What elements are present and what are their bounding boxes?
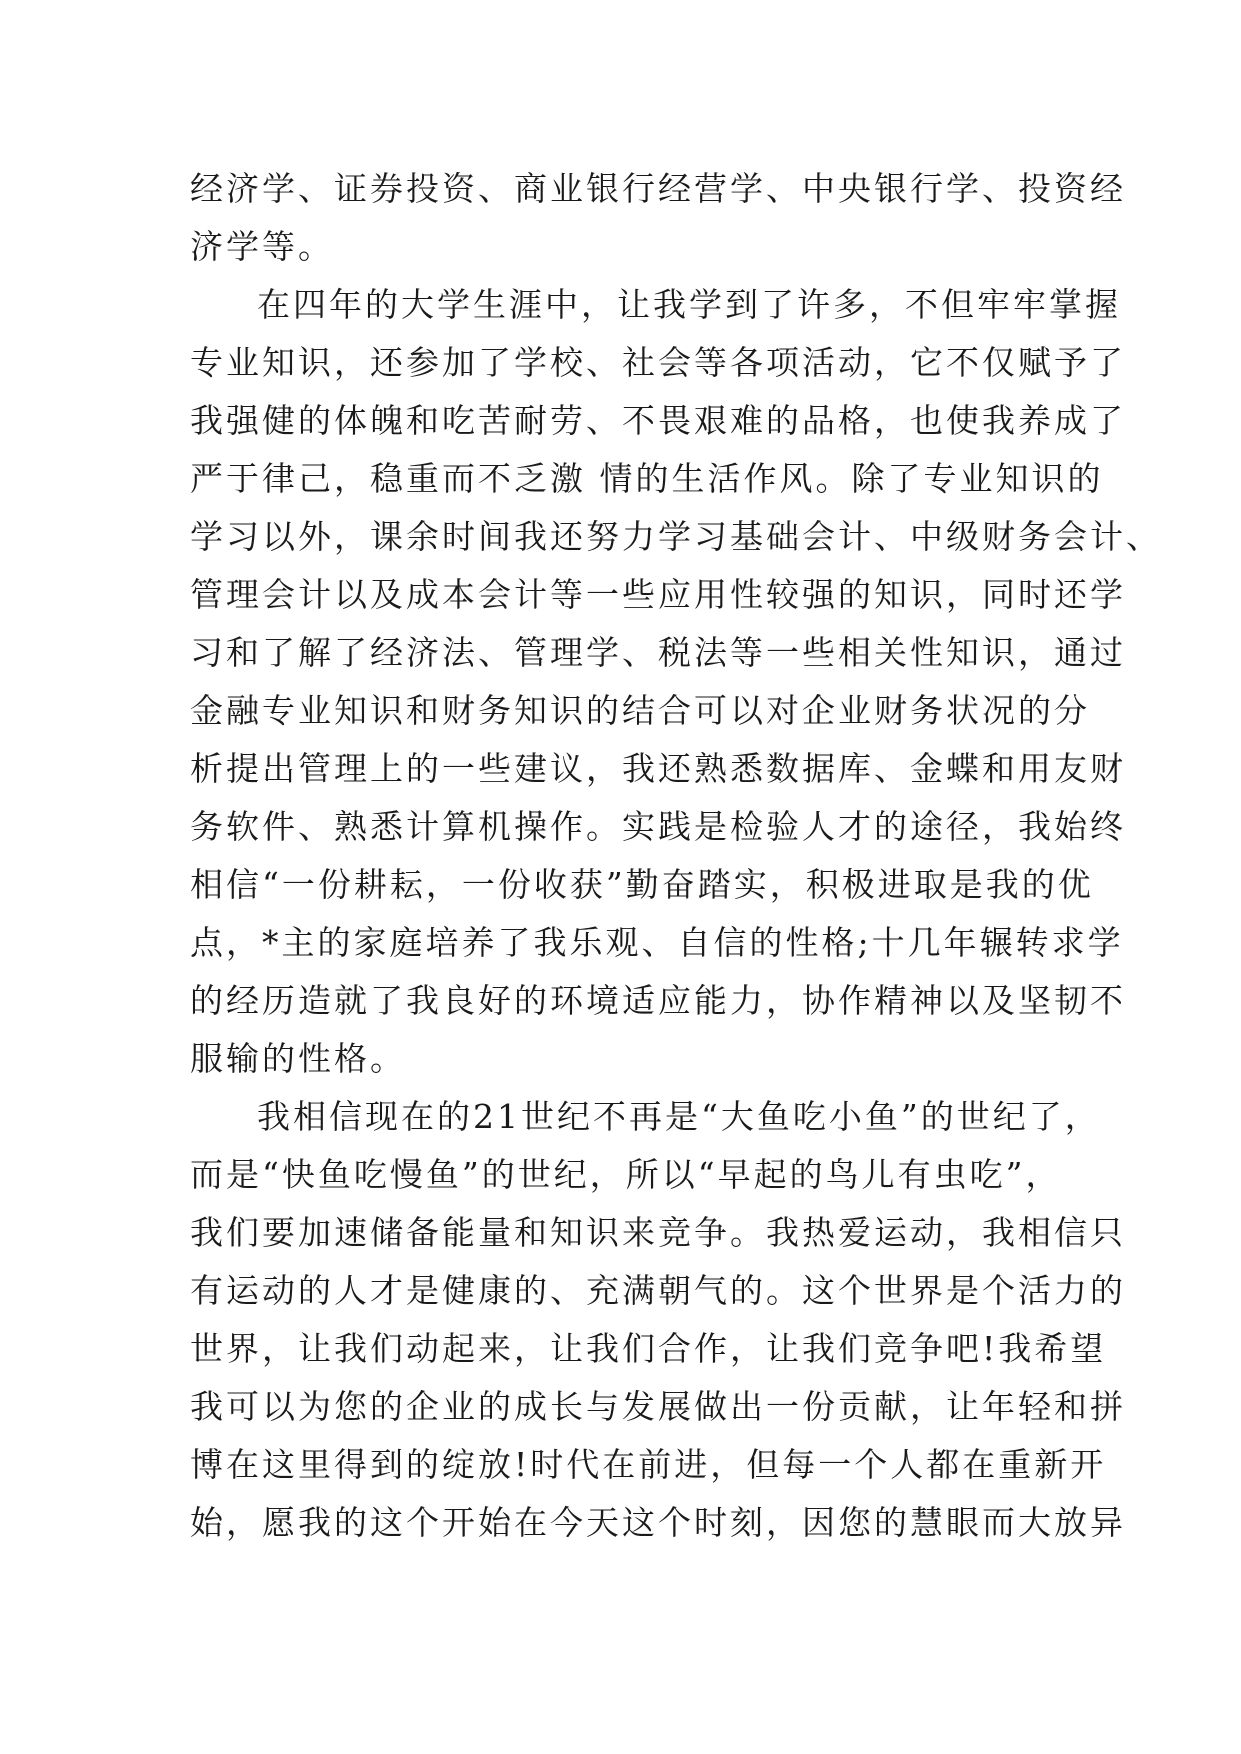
text-line: 的经历造就了我良好的环境适应能力，协作精神以及坚韧不 (190, 981, 1126, 1020)
text-line: 而是“快鱼吃慢鱼”的世纪，所以“早起的鸟儿有虫吃”， (190, 1155, 1062, 1194)
text-line: 相信“一份耕耘，一份收获”勤奋踏实，积极进取是我的优 (190, 865, 1094, 904)
text-line: 在四年的大学生涯中，让我学到了许多，不但牢牢掌握 (257, 285, 1121, 324)
text-line: 始，愿我的这个开始在今天这个时刻，因您的慧眼而大放异 (190, 1503, 1126, 1542)
text-line: 我强健的体魄和吃苦耐劳、不畏艰难的品格，也使我养成了 (190, 401, 1126, 440)
text-line: 管理会计以及成本会计等一些应用性较强的知识，同时还学 (190, 575, 1126, 614)
text-line: 世界，让我们动起来，让我们合作，让我们竞争吧!我希望 (190, 1329, 1107, 1368)
text-line: 金融专业知识和财务知识的结合可以对企业财务状况的分 (190, 691, 1090, 730)
text-line: 经济学、证券投资、商业银行经营学、中央银行学、投资经 (190, 169, 1126, 208)
text-line: 习和了解了经济法、管理学、税法等一些相关性知识，通过 (190, 633, 1126, 672)
text-line: 析提出管理上的一些建议，我还熟悉数据库、金蝶和用友财 (190, 749, 1126, 788)
text-line: 点，*主的家庭培养了我乐观、自信的性格;十几年辗转求学 (190, 923, 1124, 962)
text-line: 济学等。 (190, 227, 334, 266)
text-line: 学习以外，课余时间我还努力学习基础会计、中级财务会计、 (190, 517, 1162, 556)
text-line: 专业知识，还参加了学校、社会等各项活动，它不仅赋予了 (190, 343, 1126, 382)
body-text (190, 160, 1162, 1552)
text-line: 博在这里得到的绽放!时代在前进，但每一个人都在重新开 (190, 1445, 1107, 1484)
text-line: 我们要加速储备能量和知识来竞争。我热爱运动，我相信只 (190, 1213, 1126, 1252)
text-line: 服输的性格。 (190, 1039, 406, 1078)
text-line: 务软件、熟悉计算机操作。实践是检验人才的途径，我始终 (190, 807, 1126, 846)
text-line: 我可以为您的企业的成长与发展做出一份贡献，让年轻和拼 (190, 1387, 1126, 1426)
text-line: 严于律己，稳重而不乏激 情的生活作风。除了专业知识的 (190, 459, 1104, 498)
text-line: 有运动的人才是健康的、充满朝气的。这个世界是个活力的 (190, 1271, 1126, 1310)
text-line: 我相信现在的21世纪不再是“大鱼吃小鱼”的世纪了， (257, 1097, 1101, 1136)
